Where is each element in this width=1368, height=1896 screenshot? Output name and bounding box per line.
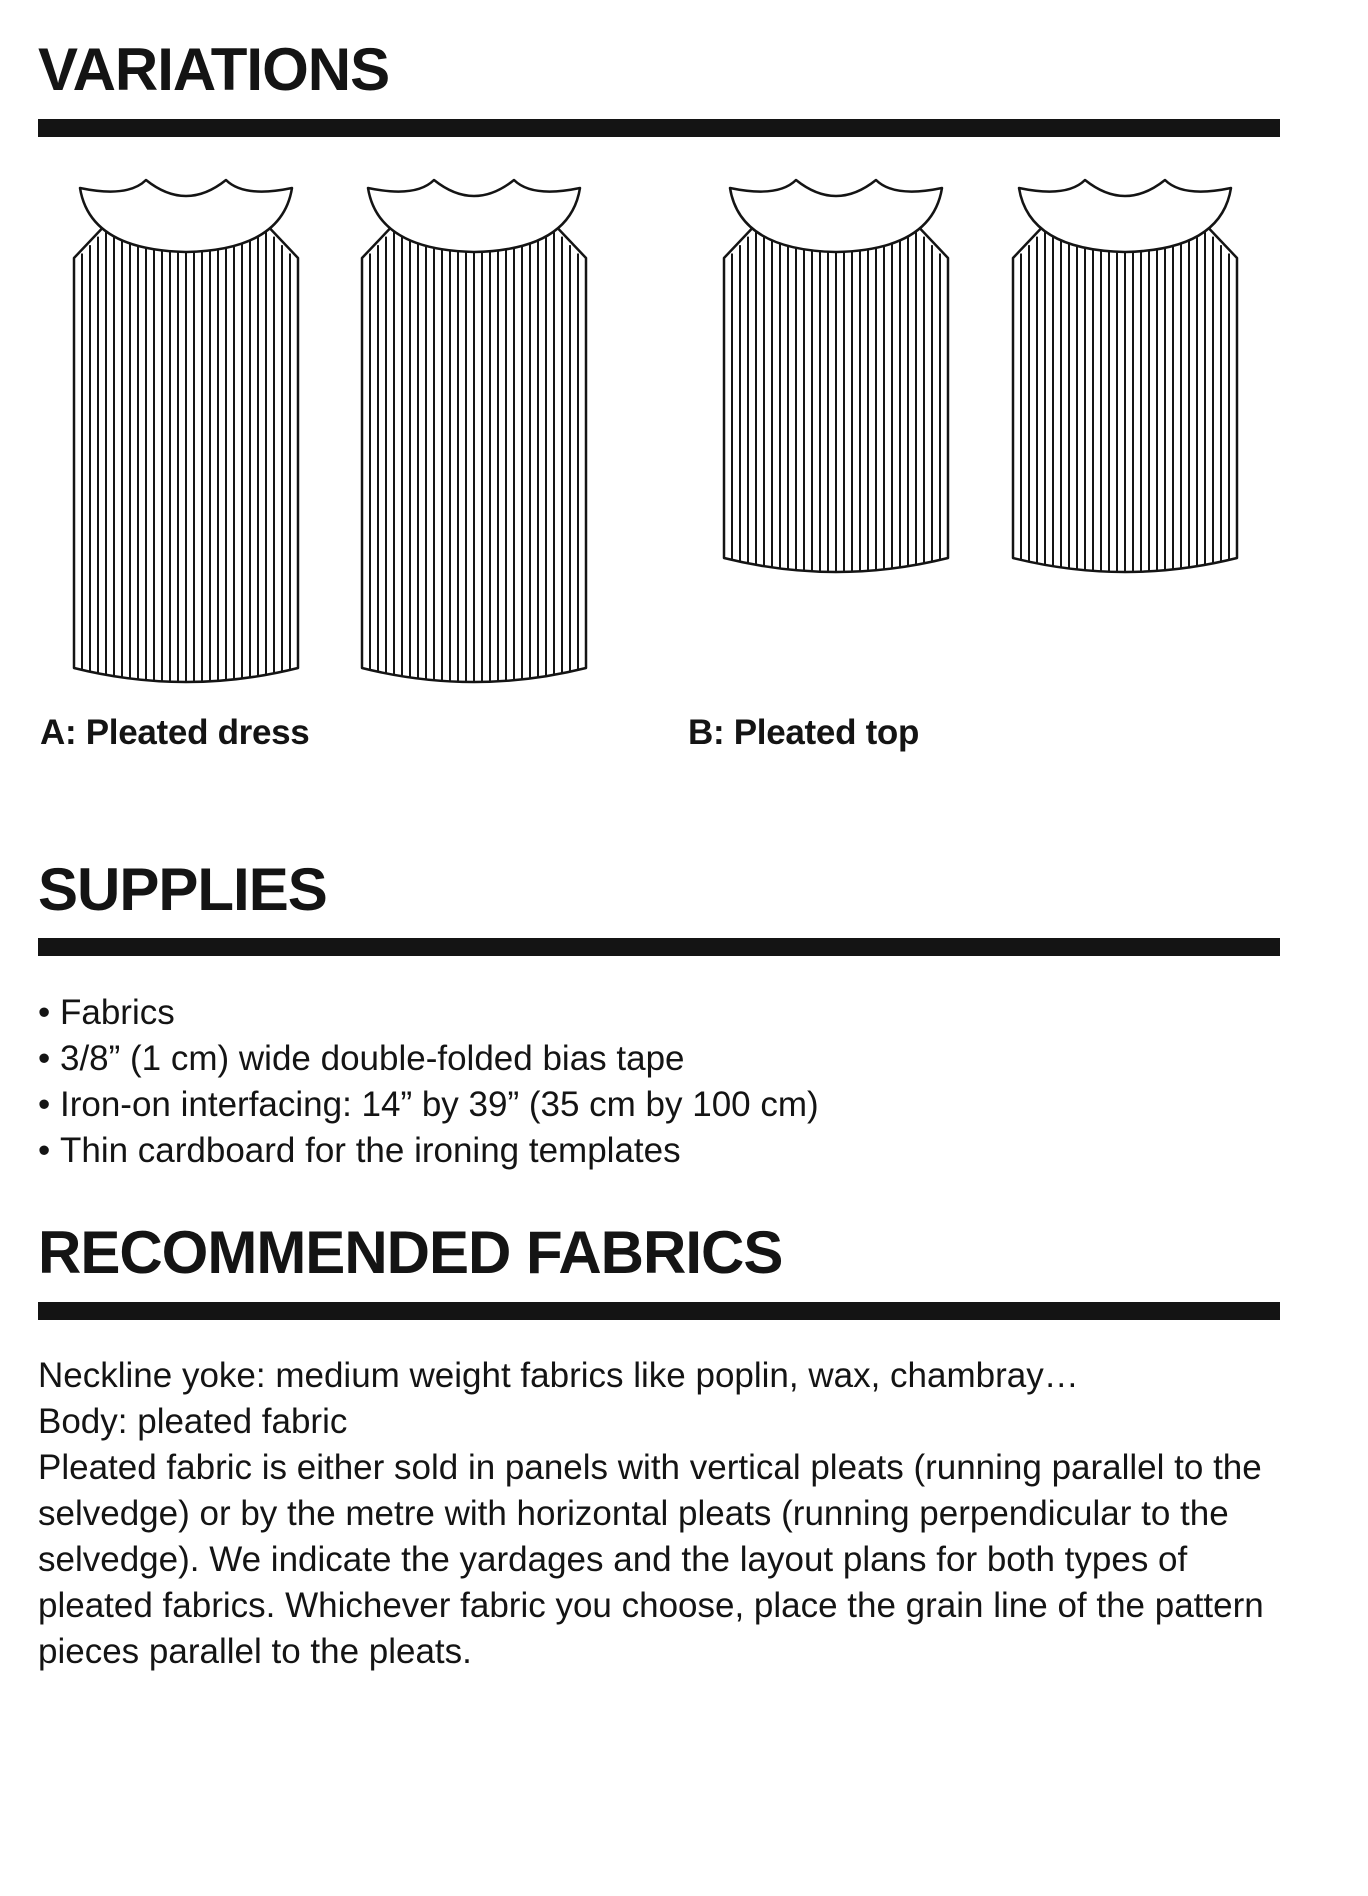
recommended-fabrics-heading: RECOMMENDED FABRICS: [38, 1219, 783, 1286]
supply-item: • 3/8” (1 cm) wide double-folded bias tape: [38, 1036, 819, 1082]
variations-rule: [38, 119, 1280, 137]
supplies-rule: [38, 938, 1280, 956]
variations-heading: VARIATIONS: [38, 36, 390, 103]
neckline-yoke-line: Neckline yoke: medium weight fabrics like poplin, wax, chambray…: [38, 1356, 1079, 1395]
supplies-list: [38, 990, 819, 1174]
recommended-fabrics-rule: [38, 1302, 1280, 1320]
pleated-dress-front-illustration: [68, 178, 304, 688]
supply-item: • Thin cardboard for the ironing templates: [38, 1128, 819, 1174]
recommended-fabrics-text: [38, 1353, 1288, 1675]
body-fabric-line: Body: pleated fabric: [38, 1402, 348, 1441]
supply-item: • Iron-on interfacing: 14” by 39” (35 cm by 100 cm): [38, 1082, 819, 1128]
pleated-dress-back-illustration: [356, 178, 592, 688]
pleated-top-front-illustration: [718, 178, 954, 578]
supply-item: • Fabrics: [38, 990, 819, 1036]
variant-a-label: A: Pleated dress: [40, 713, 310, 752]
supplies-heading: SUPPLIES: [38, 856, 327, 923]
pleated-fabric-paragraph: Pleated fabric is either sold in panels with vertical pleats (running parallel to the selvedge) or by the metre with horizontal pleats (running perpendicular to the selvedge). We indicate the yardages and the layout plans for both types of pleated fabrics. Whichever fabric you choose, place the grain line of the pattern pieces parallel to the pleats.: [38, 1448, 1264, 1671]
variant-b-label: B: Pleated top: [688, 713, 920, 752]
pleated-top-back-illustration: [1007, 178, 1243, 578]
